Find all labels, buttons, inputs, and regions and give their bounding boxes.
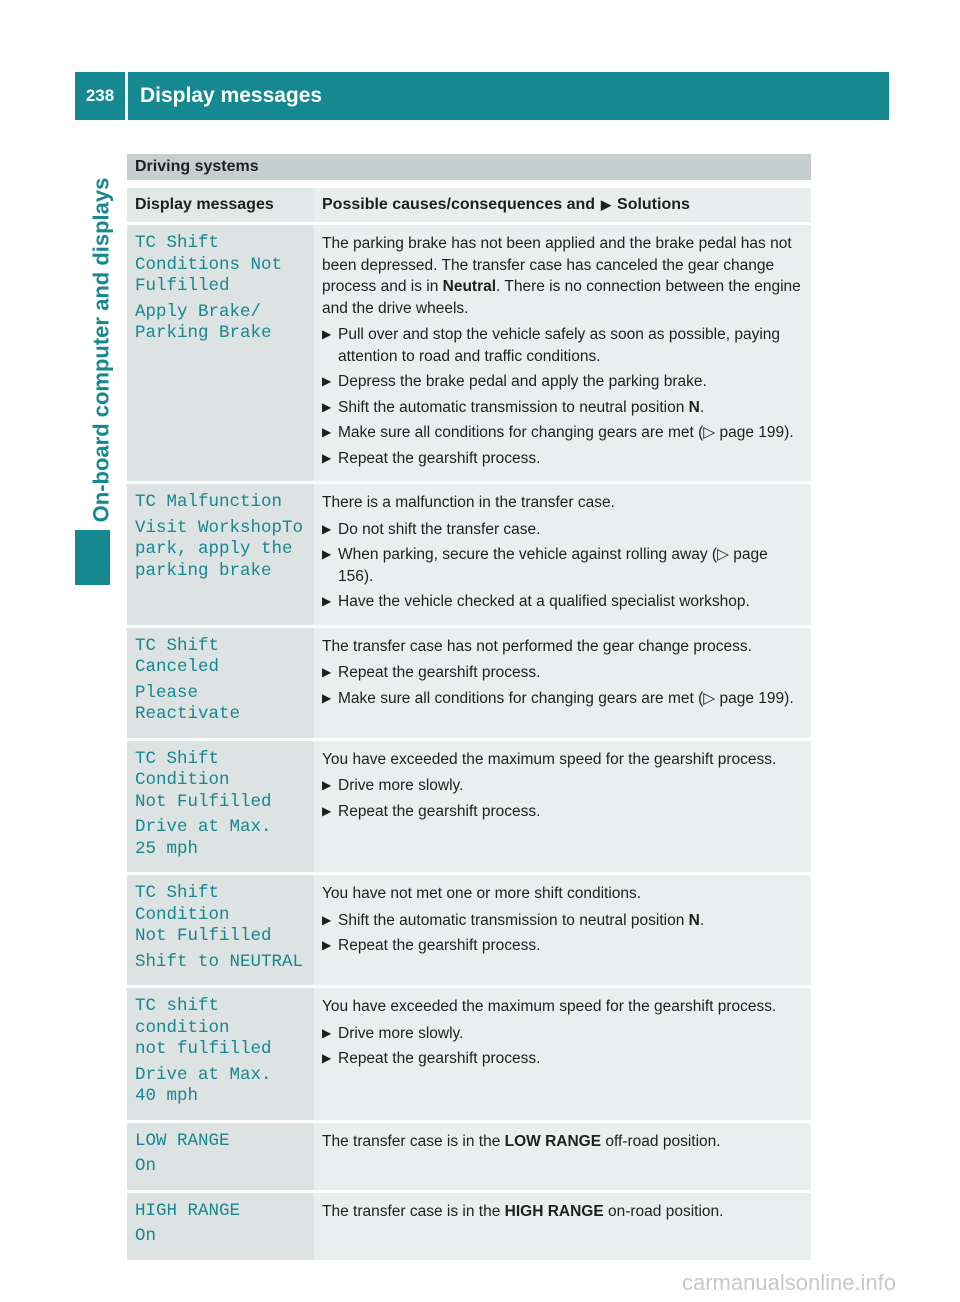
table-row — [127, 988, 811, 1123]
step-arrow-icon: ▶ — [322, 399, 332, 414]
causes-solutions-cell — [314, 225, 811, 481]
display-message-text: Drive at Max. 25 mph — [135, 817, 272, 859]
solution-step — [322, 1048, 803, 1070]
bold-term: Neutral — [442, 278, 497, 295]
play-arrow-icon: ▶ — [601, 197, 612, 212]
text-run: . — [699, 398, 705, 416]
display-message-text: Please Reactivate — [135, 682, 241, 724]
solution-step-text — [338, 422, 803, 444]
solution-step — [322, 775, 803, 797]
table-row — [127, 628, 811, 741]
solution-step-text — [338, 591, 803, 613]
causes-solutions-cell — [314, 484, 811, 625]
display-message-text: On — [135, 1226, 157, 1246]
step-arrow-icon: ▶ — [322, 665, 332, 679]
text-run: There is a malfunction in the transfer case. — [322, 494, 615, 511]
text-run: Shift the automatic transmission to neutral position — [338, 911, 689, 929]
section-title: Driving systems — [127, 154, 811, 180]
solution-step — [322, 371, 803, 393]
cause-description — [322, 233, 803, 319]
solution-step-text — [338, 775, 803, 797]
display-message-text: On — [135, 1156, 157, 1176]
solution-step — [322, 662, 803, 684]
display-message-text: Drive at Max. 40 mph — [135, 1064, 272, 1106]
causes-solutions-cell — [314, 1193, 811, 1260]
text-run: Do not shift the transfer case. — [338, 520, 541, 538]
display-message-cell — [127, 1193, 314, 1260]
text-run: Make sure all conditions for changing gears are met (▷ page 199). — [338, 689, 794, 707]
page-number: 238 — [75, 72, 125, 120]
table-row — [127, 484, 811, 628]
bold-term: LOW RANGE — [504, 1132, 602, 1150]
column-header-causes — [314, 188, 811, 222]
bold-term: HIGH RANGE — [504, 1202, 604, 1220]
solution-step — [322, 448, 803, 470]
column-header-solutions-text: Solutions — [617, 196, 690, 213]
solution-step-text — [338, 1048, 803, 1070]
text-run: The transfer case has not performed the gear change process. — [322, 637, 752, 655]
text-run: . There is no connection between the engine and the drive wheels. — [322, 278, 801, 317]
step-arrow-icon: ▶ — [322, 1051, 332, 1065]
text-run: You have not met one or more shift conditions. — [322, 885, 642, 902]
cause-description — [322, 996, 803, 1018]
display-message-cell — [127, 741, 314, 873]
text-run: Repeat the gearshift process. — [338, 937, 541, 954]
table-row — [127, 1123, 811, 1193]
solution-step — [322, 324, 803, 367]
watermark: carmanualsonline.info — [682, 1270, 897, 1295]
solution-step-text — [338, 1023, 803, 1045]
solution-step-text — [338, 397, 803, 419]
solution-step — [322, 422, 803, 444]
step-arrow-icon: ▶ — [322, 690, 332, 705]
step-arrow-icon: ▶ — [322, 938, 332, 952]
cause-description — [322, 1131, 803, 1153]
solution-step — [322, 935, 803, 957]
cause-description — [322, 749, 803, 771]
display-message-cell — [127, 484, 314, 625]
causes-solutions-cell — [314, 741, 811, 873]
step-arrow-icon: ▶ — [322, 450, 332, 465]
table-row — [127, 225, 811, 484]
text-run: Have the vehicle checked at a qualified specialist workshop. — [338, 593, 750, 610]
display-message-text: Shift to NEUTRAL — [135, 951, 304, 972]
text-run: Repeat the gearshift process. — [338, 802, 541, 820]
text-run: You have exceeded the maximum speed for the gearshift process. — [322, 998, 777, 1015]
side-tab-label: On-board computer and displays — [88, 177, 113, 523]
text-run: Shift the automatic transmission to neutral position — [338, 398, 689, 416]
solution-step-text — [338, 910, 803, 932]
step-arrow-icon: ▶ — [322, 521, 332, 536]
column-header-messages: Display messages — [127, 188, 314, 222]
solution-step-text — [338, 371, 803, 393]
cause-description — [322, 1201, 803, 1223]
solution-step-text — [338, 519, 803, 541]
solution-step-text — [338, 935, 803, 957]
display-message-text: TC Shift Condition Not Fulfilled — [135, 883, 272, 946]
solution-step-text — [338, 544, 803, 587]
display-messages-table — [127, 154, 811, 1263]
display-message-cell — [127, 225, 314, 481]
bold-term: N — [688, 398, 700, 416]
text-run: You have exceeded the maximum speed for the gearshift process. — [322, 750, 777, 768]
text-run: Make sure all conditions for changing gears are met (▷ page 199). — [338, 424, 794, 441]
solution-step — [322, 591, 803, 613]
text-run: The transfer case is in the — [322, 1202, 505, 1220]
display-message-text: Apply Brake/ Parking Brake — [135, 301, 272, 343]
step-arrow-icon: ▶ — [322, 803, 332, 818]
display-message-cell — [127, 628, 314, 738]
table-row — [127, 875, 811, 988]
display-message-cell — [127, 875, 314, 985]
solution-step — [322, 519, 803, 541]
column-header-causes-text: Possible causes/consequences and — [322, 196, 596, 213]
solution-step — [322, 1023, 803, 1045]
side-tab-marker — [75, 530, 110, 585]
cause-description — [322, 492, 803, 514]
display-message-cell — [127, 988, 314, 1120]
text-run: on-road position. — [603, 1202, 724, 1220]
solution-step — [322, 910, 803, 932]
page-title: Display messages — [128, 72, 889, 120]
solution-step-text — [338, 448, 803, 470]
text-run: off-road position. — [601, 1132, 721, 1150]
cause-description — [322, 636, 803, 658]
text-run: The transfer case is in the — [322, 1132, 505, 1150]
step-arrow-icon: ▶ — [322, 912, 332, 927]
table-row — [127, 741, 811, 876]
text-run: Repeat the gearshift process. — [338, 664, 541, 681]
text-run: The parking brake has not been applied and the brake pedal has not been depressed. The transfer case has canceled the gear change process and is in — [322, 235, 792, 295]
causes-solutions-cell — [314, 875, 811, 985]
causes-solutions-cell — [314, 628, 811, 738]
step-arrow-icon: ▶ — [322, 547, 332, 561]
display-message-text: Visit WorkshopTo park, apply the parking brake — [135, 517, 304, 581]
text-run: Pull over and stop the vehicle safely as soon as possible, paying attention to road and traffic conditions. — [338, 326, 781, 365]
step-arrow-icon: ▶ — [322, 425, 332, 439]
text-run: Repeat the gearshift process. — [338, 1050, 541, 1067]
display-message-text: TC Shift Conditions Not Fulfilled — [135, 233, 283, 296]
causes-solutions-cell — [314, 988, 811, 1120]
display-message-text: TC Shift Condition Not Fulfilled — [135, 748, 272, 812]
solution-step — [322, 801, 803, 823]
step-arrow-icon: ▶ — [322, 374, 332, 388]
step-arrow-icon: ▶ — [322, 327, 332, 341]
cause-description — [322, 883, 803, 905]
bold-term: N — [688, 911, 700, 929]
text-run: Drive more slowly. — [338, 1024, 464, 1042]
causes-solutions-cell — [314, 1123, 811, 1190]
display-message-text: TC Malfunction — [135, 492, 283, 512]
display-message-text: TC shift condition not fulfilled — [135, 996, 272, 1059]
table-header — [127, 188, 811, 225]
display-message-text: LOW RANGE — [135, 1130, 230, 1151]
text-run: Depress the brake pedal and apply the parking brake. — [338, 373, 707, 390]
step-arrow-icon: ▶ — [322, 778, 332, 792]
solution-step — [322, 544, 803, 587]
text-run: Repeat the gearshift process. — [338, 449, 541, 467]
text-run: When parking, secure the vehicle against rolling away (▷ page 156). — [338, 546, 768, 585]
text-run: . — [699, 911, 705, 929]
text-run: Drive more slowly. — [338, 777, 464, 794]
table-row — [127, 1193, 811, 1263]
display-message-text: TC Shift Canceled — [135, 635, 230, 677]
step-arrow-icon: ▶ — [322, 594, 332, 608]
solution-step-text — [338, 324, 803, 367]
solution-step — [322, 688, 803, 710]
display-message-cell — [127, 1123, 314, 1190]
display-message-text: HIGH RANGE — [135, 1200, 241, 1221]
solution-step — [322, 397, 803, 419]
step-arrow-icon: ▶ — [322, 1025, 332, 1040]
solution-step-text — [338, 688, 803, 710]
solution-step-text — [338, 662, 803, 684]
solution-step-text — [338, 801, 803, 823]
side-tab — [86, 170, 116, 530]
